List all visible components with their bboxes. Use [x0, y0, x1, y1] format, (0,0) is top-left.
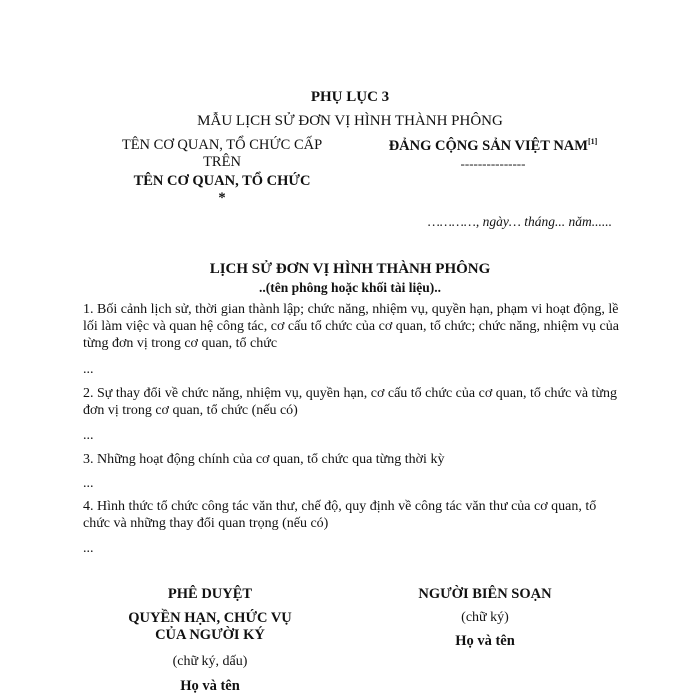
section-3-ellipsis: ...: [83, 476, 94, 491]
section-2-ellipsis: ...: [83, 428, 94, 443]
approval-signature-block: [100, 585, 320, 695]
section-1-text: 1. Bối cảnh lịch sử, thời gian thành lập; chức năng, nhiệm vụ, quyền hạn, phạm vi hoạt động, lề lối làm việc và quan hệ công tác, cơ cấu tổ chức của cơ quan, tổ chức; chức năng, nhiệm vụ của từng đơn vị trong cơ quan, tổ chức: [83, 302, 619, 351]
author-signature-note: (chữ ký): [461, 610, 509, 625]
approval-signer-name: Họ và tên: [180, 678, 240, 694]
superior-agency-line2: TRÊN: [203, 154, 241, 170]
signer-role-line1: QUYỀN HẠN, CHỨC VỤ: [128, 610, 292, 626]
agency-asterisk: *: [218, 190, 226, 206]
party-header: [358, 137, 628, 172]
author-name: Họ và tên: [455, 633, 515, 649]
superior-agency-line1: TÊN CƠ QUAN, TỔ CHỨC CẤP: [121, 137, 323, 153]
appendix-label: PHỤ LỤC 3: [310, 89, 390, 105]
section-4-ellipsis: ...: [83, 541, 94, 556]
date-line: …………, ngày… tháng... năm......: [427, 214, 612, 229]
document-subtitle: ..(tên phông hoặc khối tài liệu)..: [259, 280, 441, 295]
form-title: MẪU LỊCH SỬ ĐƠN VỊ HÌNH THÀNH PHÔNG: [197, 113, 503, 129]
header-divider: ---------------: [460, 155, 526, 171]
section-2-text: 2. Sự thay đổi về chức năng, nhiệm vụ, quyền hạn, cơ cấu tổ chức của cơ quan, tổ chức và từng đơn vị trong cơ quan, tổ chức (nếu có): [83, 386, 618, 418]
approval-signature-note: (chữ ký, dấu): [172, 654, 248, 669]
signer-role: [100, 610, 320, 644]
signer-role-line2: CỦA NGƯỜI KÝ: [155, 627, 265, 643]
section-3-text: 3. Những hoạt động chính của cơ quan, tổ chức qua từng thời kỳ: [83, 452, 445, 467]
agency-name: TÊN CƠ QUAN, TỔ CHỨC: [133, 173, 311, 189]
footnote-marker: [1]: [587, 137, 598, 146]
document-title: LỊCH SỬ ĐƠN VỊ HÌNH THÀNH PHÔNG: [209, 261, 491, 277]
party-name: ĐẢNG CỘNG SẢN VIỆT NAM: [388, 137, 588, 154]
author-heading: NGƯỜI BIÊN SOẠN: [418, 586, 552, 602]
section-4-text: 4. Hình thức tổ chức công tác văn thư, chế độ, quy định về công tác văn thư của cơ quan, tổ chức và những thay đổi quan trọng (nếu có): [83, 499, 597, 531]
section-1-ellipsis: ...: [83, 362, 94, 377]
author-signature-block: [370, 585, 600, 650]
approval-heading: PHÊ DUYỆT: [167, 586, 253, 602]
issuing-agency-header: [92, 137, 352, 207]
